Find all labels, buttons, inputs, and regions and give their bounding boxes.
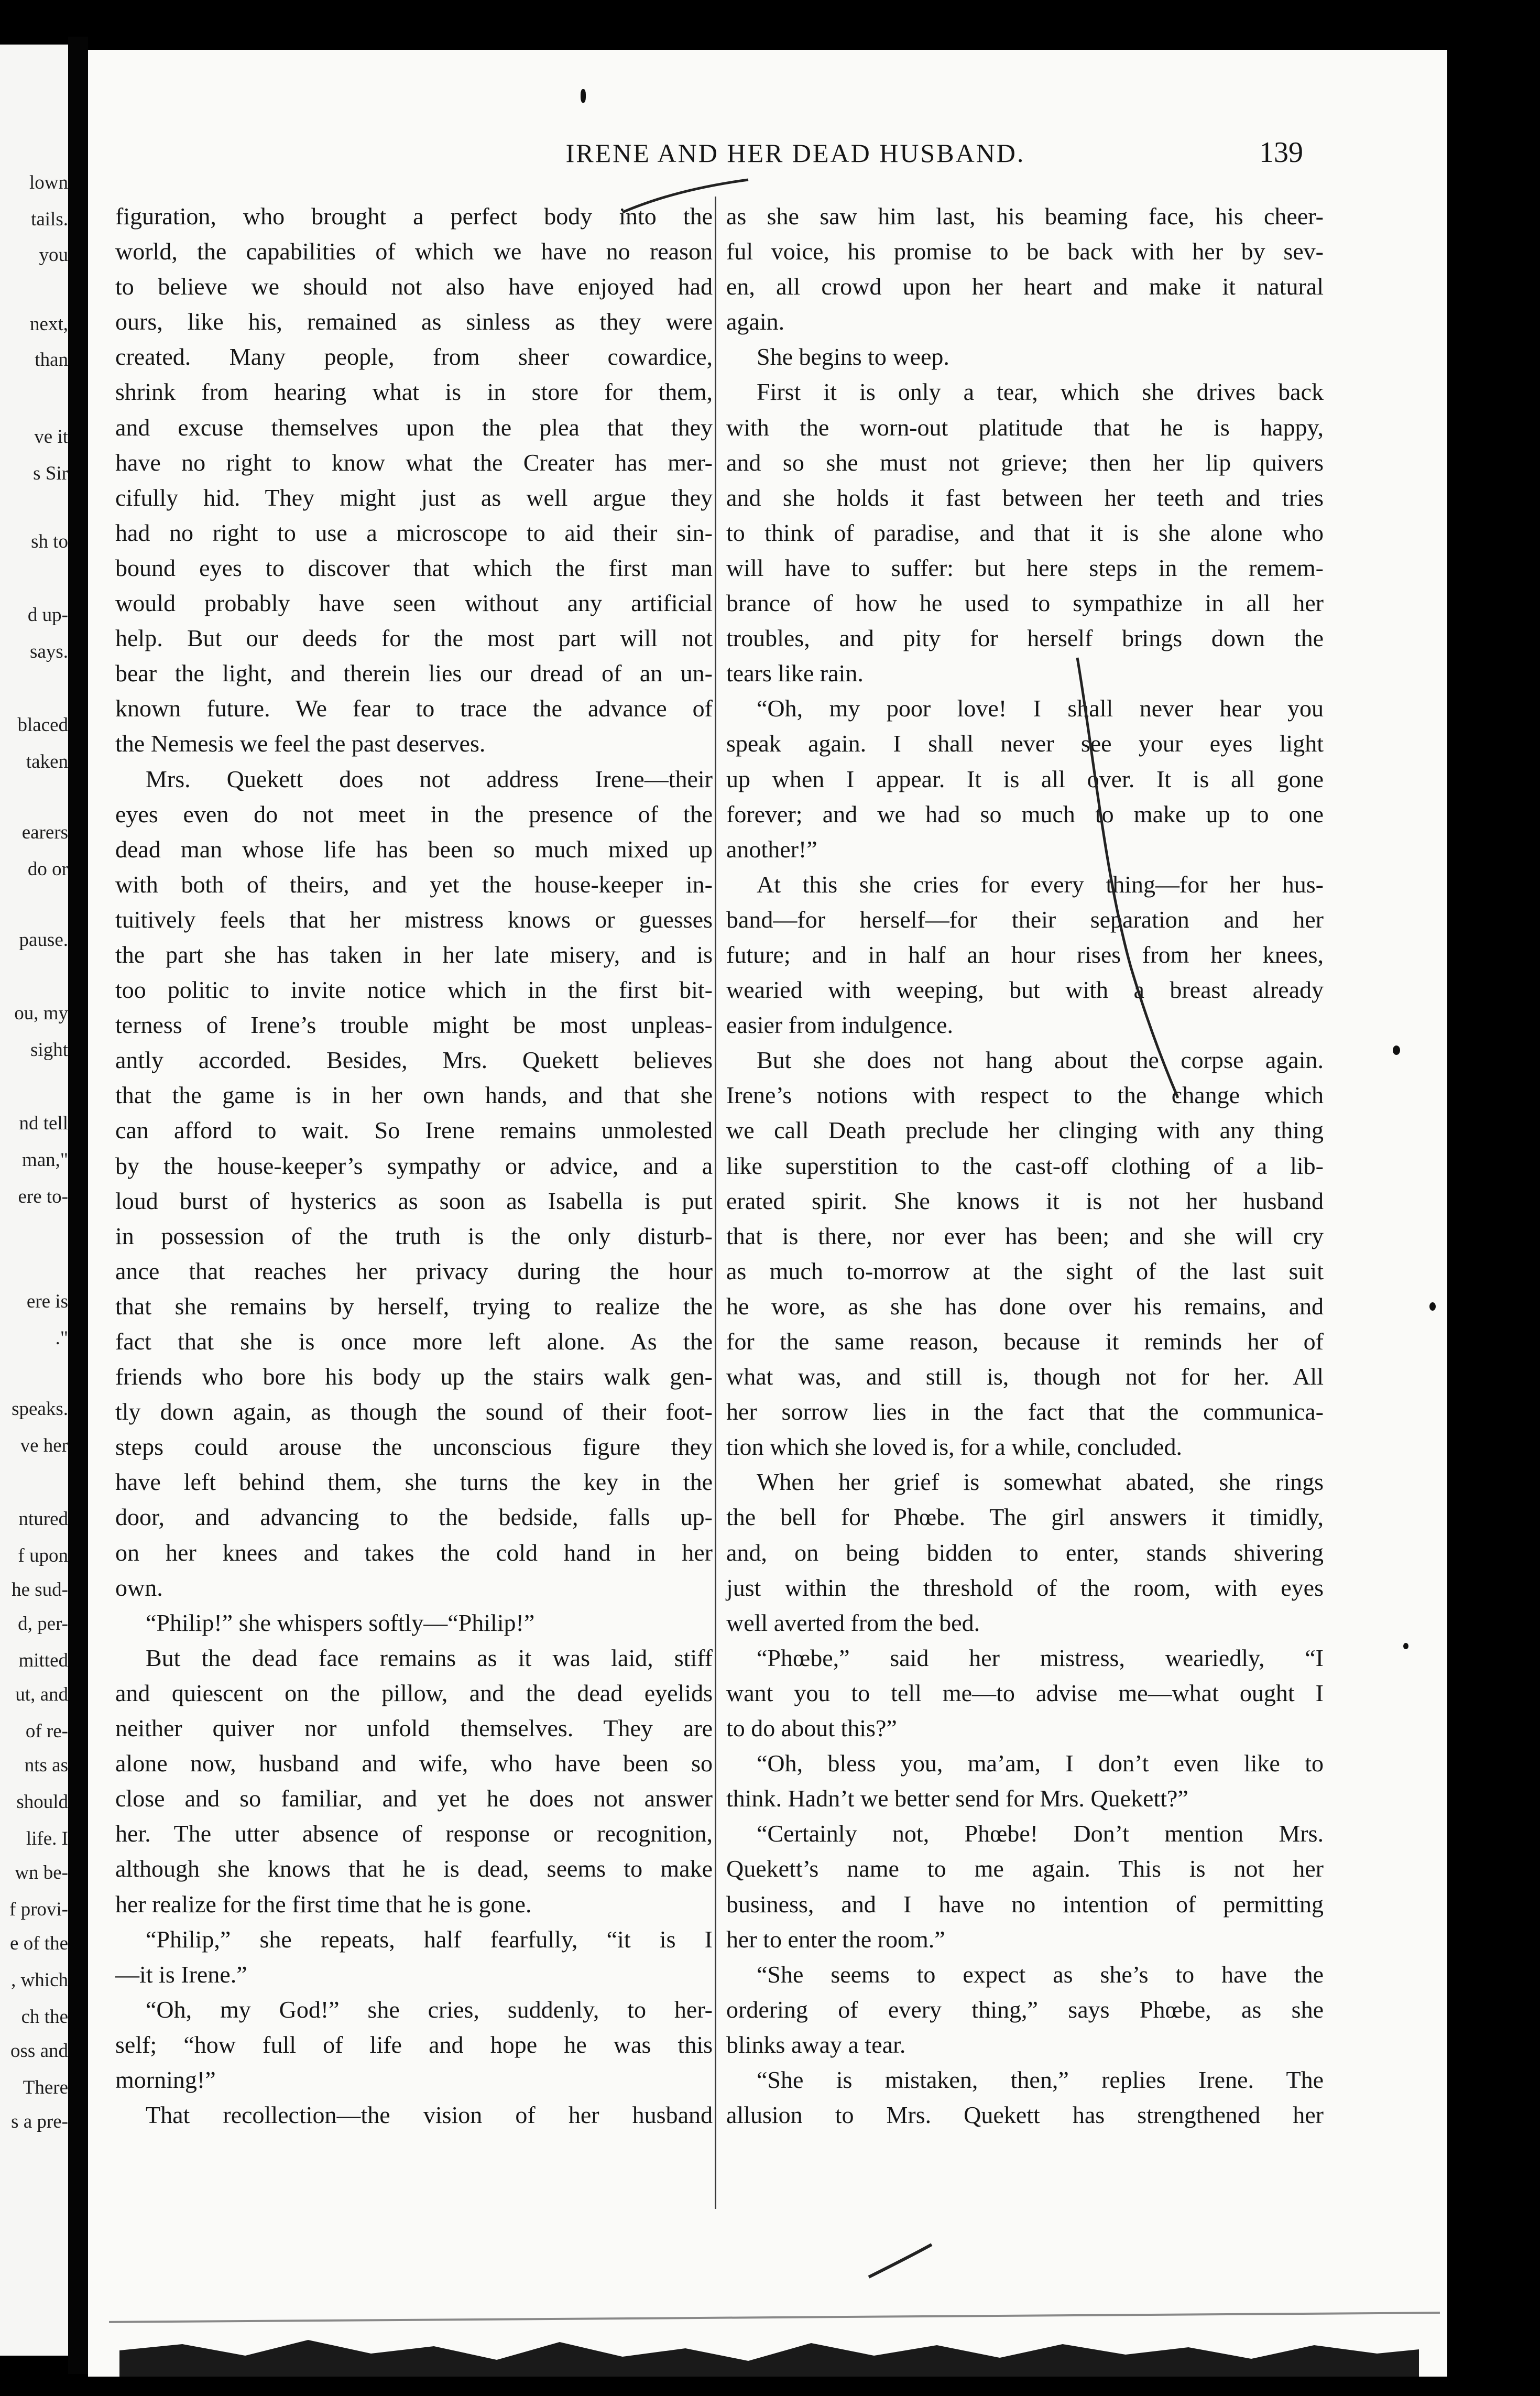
previous-page-fragment: nd tell [19, 1113, 68, 1134]
text-line: known future. We fear to trace the advance of [115, 695, 713, 722]
text-line: and quiescent on the pillow, and the dead eyelids [115, 1679, 713, 1706]
text-line: well averted from the bed. [726, 1609, 980, 1636]
text-line: the Nemesis we feel the past deserves. [115, 730, 486, 757]
text-line: en, all crowd upon her heart and make it natural [726, 273, 1324, 300]
previous-page-fragment: he sud- [12, 1579, 68, 1600]
text-line: as she saw him last, his beaming face, his cheer- [726, 203, 1324, 230]
text-line: ours, like his, remained as sinless as they were [115, 308, 713, 335]
previous-page-fragment: than [35, 349, 68, 371]
torn-page-bottom [119, 2319, 1419, 2377]
text-line: future; and in half an hour rises from her knees, [726, 941, 1324, 968]
text-line: help. But our deeds for the most part will not [115, 625, 713, 652]
previous-page-fragment: sight [30, 1039, 68, 1061]
previous-page-fragment: oss and [10, 2040, 68, 2062]
previous-page-fragment: speaks. [12, 1398, 68, 1420]
text-line: She begins to weep. [757, 343, 949, 371]
previous-page-fragment: ut, and [15, 1684, 68, 1705]
text-line: with the worn-out platitude that he is happy, [726, 413, 1324, 441]
previous-page-fragment: d up- [27, 604, 68, 626]
text-line: “Oh, my poor love! I shall never hear you [757, 695, 1324, 722]
page-number: 139 [1259, 136, 1303, 169]
text-line: forever; and we had so much to make up to one [726, 800, 1324, 827]
previous-page-fragment: tails. [31, 209, 68, 230]
text-line: “She seems to expect as she’s to have the [757, 1961, 1324, 1988]
text-line: bear the light, and therein lies our dread of an un- [115, 660, 713, 687]
previous-page-fragment: you [39, 244, 68, 266]
margin-speck [1393, 1045, 1400, 1055]
text-line: again. [726, 308, 785, 335]
text-line: door, and advancing to the bedside, falls up- [115, 1504, 713, 1531]
text-line: figuration, who brought a perfect body into the [115, 203, 713, 230]
page-header [88, 138, 1447, 180]
margin-speck [1403, 1643, 1408, 1649]
text-line: tly down again, as though the sound of their foot- [115, 1398, 713, 1425]
text-line: That recollection—the vision of her husband [146, 2101, 713, 2129]
text-line: tuitively feels that her mistress knows or guesses [115, 906, 713, 933]
text-line: “Oh, my God!” she cries, suddenly, to her- [146, 1996, 713, 2023]
text-line: Irene’s notions with respect to the change which [726, 1082, 1324, 1109]
text-line: steps could arouse the unconscious figure they [115, 1433, 713, 1461]
text-line: “Oh, bless you, ma’am, I don’t even like to [757, 1750, 1324, 1777]
pencil-line-mark [1073, 652, 1188, 1103]
previous-page-fragment: s a pre- [11, 2111, 68, 2132]
text-line: alone now, husband and wife, who have been so [115, 1750, 713, 1777]
text-line: dead man whose life has been so much mixed up [115, 835, 713, 863]
previous-page-fragment: d, per- [18, 1613, 68, 1635]
text-line: he wore, as she has done over his remains, and [726, 1292, 1324, 1320]
text-line: allusion to Mrs. Quekett has strengthened her [726, 2101, 1324, 2129]
text-line: When her grief is somewhat abated, she rings [757, 1468, 1324, 1496]
pencil-tick-mark [864, 2240, 937, 2282]
pencil-stroke-mark [617, 176, 753, 223]
previous-page-fragment: earers [21, 822, 68, 843]
text-line: as much to-morrow at the sight of the last suit [726, 1257, 1324, 1284]
previous-page-fragment: wn be- [15, 1862, 68, 1883]
running-title: IRENE AND HER DEAD HUSBAND. [565, 138, 1025, 168]
text-line: band—for herself—for their separation and her [726, 906, 1324, 933]
previous-page-fragment: life. I [26, 1828, 68, 1849]
previous-page-fragment: ." [55, 1327, 68, 1349]
text-line: would probably have seen without any artificial [115, 590, 713, 617]
text-line: will have to suffer: but here steps in the remem- [726, 554, 1324, 581]
previous-page-fragment: f upon [18, 1545, 68, 1566]
text-line: “Philip,” she repeats, half fearfully, “it is I [146, 1925, 713, 1953]
text-line: “Phœbe,” said her mistress, weariedly, “I [757, 1644, 1324, 1671]
previous-page-fragment: man," [21, 1149, 68, 1171]
text-line: up when I appear. It is all over. It is all gone [726, 765, 1324, 792]
text-line: like superstition to the cast-off clothing of a lib- [726, 1152, 1324, 1179]
right-text-column [726, 199, 1324, 2132]
text-line: have no right to know what the Creater has mer- [115, 449, 713, 476]
previous-page-fragment: f provi- [9, 1899, 68, 1920]
text-line: want you to tell me—to advise me—what ought I [726, 1679, 1324, 1706]
text-line: wearied with weeping, but with a breast already [726, 976, 1324, 1004]
text-line: friends who bore his body up the stairs walk gen- [115, 1363, 713, 1390]
text-line: the part she has taken in her late misery, and is [115, 941, 713, 968]
previous-page-fragment: should [16, 1791, 68, 1813]
text-line: world, the capabilities of which we have no reason [115, 238, 713, 265]
text-line: her realize for the first time that he is gone. [115, 1890, 532, 1918]
text-line: can afford to wait. So Irene remains unmolested [115, 1117, 713, 1144]
text-line: too politic to invite notice which in the first bit- [115, 976, 713, 1004]
text-line: and excuse themselves upon the plea that they [115, 413, 713, 441]
text-line: erated spirit. She knows it is not her husband [726, 1187, 1324, 1214]
text-line: First it is only a tear, which she drives back [757, 378, 1324, 406]
text-line: that is there, nor ever has been; and she will cry [726, 1222, 1324, 1249]
text-line: At this she cries for every thing—for her hus- [757, 870, 1324, 898]
text-line: another!” [726, 835, 817, 863]
previous-page-fragment: ve her [20, 1435, 68, 1456]
text-line: fact that she is once more left alone. As the [115, 1328, 713, 1355]
text-line: with both of theirs, and yet the house-keeper in- [115, 870, 713, 898]
previous-page-fragment: sh to [31, 531, 68, 552]
text-line: we call Death preclude her clinging with any thing [726, 1117, 1324, 1144]
text-line: easier from indulgence. [726, 1011, 953, 1039]
text-line: close and so familiar, and yet he does not answer [115, 1785, 713, 1812]
margin-speck [1429, 1302, 1436, 1311]
text-line: that the game is in her own hands, and that she [115, 1082, 713, 1109]
book-binding-shadow [68, 37, 88, 2374]
text-line: to think of paradise, and that it is she alone who [726, 519, 1324, 546]
text-line: —it is Irene.” [115, 1961, 247, 1988]
text-line: ance that reaches her privacy during the hour [115, 1257, 713, 1284]
left-text-column [115, 199, 713, 2132]
text-line: antly accorded. Besides, Mrs. Quekett believes [115, 1047, 713, 1074]
text-line: tion which she loved is, for a while, concluded. [726, 1433, 1182, 1461]
text-line: and she holds it fast between her teeth and tries [726, 484, 1324, 511]
text-line: the bell for Phœbe. The girl answers it timidly, [726, 1504, 1324, 1531]
text-line: morning!” [115, 2066, 216, 2093]
book-page [88, 50, 1447, 2377]
previous-page-fragment: ntured [18, 1508, 68, 1530]
previous-page-fragment: ere to- [18, 1186, 68, 1207]
previous-page-fragment: ch the [21, 2006, 68, 2028]
text-line: to believe we should not also have enjoyed had [115, 273, 713, 300]
text-line: neither quiver nor unfold themselves. They are [115, 1715, 713, 1742]
text-line: that she remains by herself, trying to realize the [115, 1292, 713, 1320]
previous-page-fragment: of re- [25, 1720, 68, 1742]
previous-page-fragment: do or [27, 858, 68, 880]
text-line: for the same reason, because it reminds her of [726, 1328, 1324, 1355]
text-line: think. Hadn’t we better send for Mrs. Quekett?” [726, 1785, 1188, 1812]
text-line: But she does not hang about the corpse again. [757, 1047, 1324, 1074]
previous-page-fragment: mitted [18, 1650, 68, 1671]
previous-page-fragment: s Sir [33, 463, 68, 484]
text-line: self; “how full of life and hope he was this [115, 2031, 713, 2058]
previous-page-fragment: next, [30, 313, 68, 335]
previous-page-fragment: ou, my [14, 1003, 68, 1024]
text-line: ordering of every thing,” says Phœbe, as she [726, 1996, 1324, 2023]
previous-page-fragment: taken [26, 751, 68, 772]
text-line: troubles, and pity for herself brings down the [726, 625, 1324, 652]
text-line: “Philip!” she whispers softly—“Philip!” [146, 1609, 535, 1636]
text-line: bound eyes to discover that which the first man [115, 554, 713, 581]
previous-page-fragment: , which [11, 1969, 68, 1991]
margin-speck [581, 89, 586, 103]
text-line: eyes even do not meet in the presence of the [115, 800, 713, 827]
text-line: business, and I have no intention of permitting [726, 1890, 1324, 1918]
previous-page-fragment: ve it [34, 426, 68, 448]
text-line: and, on being bidden to enter, stands shivering [726, 1539, 1324, 1566]
text-line: brance of how he used to sympathize in all her [726, 590, 1324, 617]
text-line: blinks away a tear. [726, 2031, 906, 2058]
text-line: own. [115, 1574, 163, 1601]
text-line: “Certainly not, Phœbe! Don’t mention Mrs. [757, 1820, 1324, 1847]
text-line: Mrs. Quekett does not address Irene—their [146, 765, 713, 792]
text-line: her to enter the room.” [726, 1925, 945, 1953]
previous-page-fragment: ere is [26, 1291, 68, 1312]
text-line: loud burst of hysterics as soon as Isabella is put [115, 1187, 713, 1214]
previous-page-fragment: says. [30, 641, 68, 662]
text-line: tears like rain. [726, 660, 864, 687]
text-line: “She is mistaken, then,” replies Irene. The [757, 2066, 1324, 2093]
text-line: by the house-keeper’s sympathy or advice, and a [115, 1152, 713, 1179]
text-line: have left behind them, she turns the key in the [115, 1468, 713, 1496]
text-line: on her knees and takes the cold hand in her [115, 1539, 713, 1566]
column-divider [715, 197, 716, 2209]
text-line: cifully hid. They might just as well argue they [115, 484, 713, 511]
previous-page-fragment: lown [29, 172, 68, 193]
text-line: her. The utter absence of response or recognition, [115, 1820, 713, 1847]
text-line: to do about this?” [726, 1715, 897, 1742]
previous-page-fragment: There [23, 2077, 68, 2098]
previous-page-strip [0, 45, 68, 2356]
text-line: and so she must not grieve; then her lip quivers [726, 449, 1324, 476]
text-line: ful voice, his promise to be back with her by sev- [726, 238, 1324, 265]
previous-page-fragment: nts as [24, 1755, 68, 1776]
text-line: just within the threshold of the room, with eyes [726, 1574, 1324, 1601]
previous-page-fragment: pause. [19, 929, 68, 951]
text-line: shrink from hearing what is in store for them, [115, 378, 713, 406]
text-line: in possession of the truth is the only disturb- [115, 1222, 713, 1249]
text-line: had no right to use a microscope to aid their sin- [115, 519, 713, 546]
previous-page-fragment: blaced [17, 714, 68, 736]
text-line: although she knows that he is dead, seems to make [115, 1855, 713, 1882]
text-line: But the dead face remains as it was laid, stiff [146, 1644, 713, 1671]
text-line: terness of Irene’s trouble might be most unpleas- [115, 1011, 713, 1039]
text-line: created. Many people, from sheer cowardice, [115, 343, 713, 371]
text-line: her sorrow lies in the fact that the communica- [726, 1398, 1324, 1425]
text-line: speak again. I shall never see your eyes light [726, 730, 1324, 757]
previous-page-fragment: e of the [10, 1933, 68, 1954]
text-line: what was, and still is, though not for her. All [726, 1363, 1324, 1390]
text-line: Quekett’s name to me again. This is not her [726, 1855, 1324, 1882]
